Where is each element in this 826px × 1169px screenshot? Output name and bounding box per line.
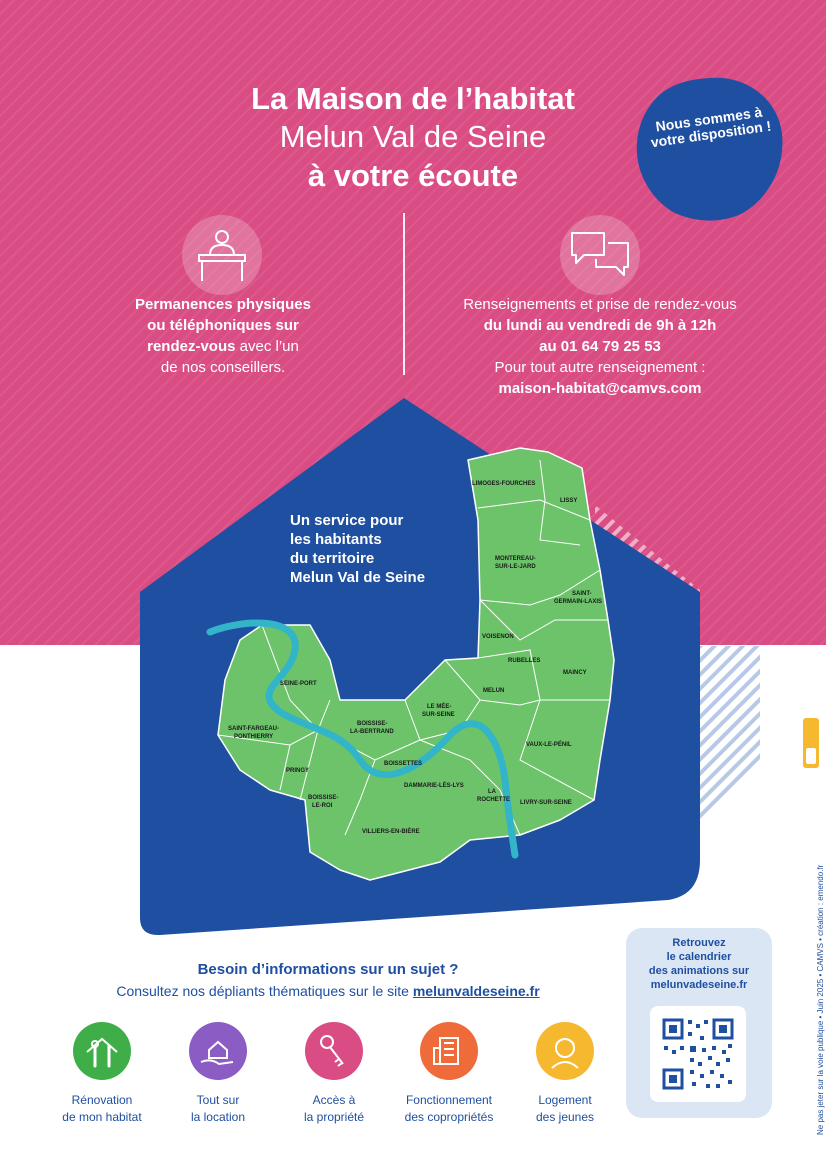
muni-boissise-bertrand-1: BOISSISE- (357, 721, 388, 727)
permanences-line-2: ou téléphoniques sur (147, 317, 299, 334)
muni-boissettes: BOISSETTES (384, 761, 423, 767)
info-section (40, 960, 616, 1002)
site-link[interactable]: melunvaldeseine.fr (412, 983, 540, 999)
service-line-3: du territoire (290, 550, 375, 567)
muni-villiers: VILLIERS-EN-BIÈRE (362, 829, 420, 835)
muni-saint-fargeau-2: PONTHIERRY (234, 734, 274, 740)
muni-boissise-roi-1: BOISSISE- (308, 795, 339, 801)
contact-email[interactable]: maison-habitat@camvs.com (498, 380, 702, 397)
service-line-2: les habitants (290, 531, 382, 548)
footer-vertical-credit: Ne pas jeter sur la voie publique • Juin 2025 • CAMVS • création : emendo.fr (816, 864, 825, 1135)
contact-hours: du lundi au vendredi de 9h à 12h (483, 317, 717, 334)
muni-le-mee-2: SUR-SEINE (422, 712, 455, 718)
title-line-1: La Maison de l’habitat (251, 81, 575, 116)
muni-saint-germain-1: SAINT- (572, 591, 592, 597)
muni-limoges: LIMOGES-FOURCHES (472, 481, 536, 487)
theme-location-label: Tout sur la location (190, 1093, 246, 1124)
muni-la-rochette-2: ROCHETTE (477, 797, 510, 803)
muni-melun: MELUN (483, 688, 505, 694)
theme-renovation[interactable] (42, 1022, 162, 1126)
house-hand-icon (189, 1022, 247, 1080)
muni-saint-fargeau-1: SAINT-FARGEAU- (228, 726, 279, 732)
muni-boissise-bertrand-2: LA-BERTRAND (350, 729, 394, 735)
muni-la-rochette-1: LA (488, 789, 496, 795)
theme-renovation-label: Rénovation de mon habitat (62, 1093, 142, 1124)
calendar-box (626, 928, 772, 1118)
building-icon (420, 1022, 478, 1080)
theme-coproprietes-label: Fonctionnement des copropriétés (404, 1093, 494, 1124)
muni-voisenon: VOISENON (482, 634, 514, 640)
permanences-line-4: de nos conseillers. (160, 359, 286, 376)
theme-location[interactable] (158, 1022, 278, 1126)
muni-vaux: VAUX-LE-PÉNIL (526, 742, 572, 748)
muni-montereau-1: MONTEREAU- (495, 556, 536, 562)
print-label-logo (803, 718, 819, 768)
title-line-2: Melun Val de Seine (279, 119, 547, 154)
theme-propriete[interactable] (274, 1022, 394, 1126)
muni-montereau-2: SUR-LE-JARD (495, 564, 536, 570)
theme-jeunes-label: Logement des jeunes (535, 1093, 595, 1124)
badge-text: Nous sommes à votre disposition ! (649, 103, 773, 151)
young-person-icon (536, 1022, 594, 1080)
renovation-tools-icon (73, 1022, 131, 1080)
contact-phone[interactable]: au 01 64 79 25 53 (539, 338, 661, 355)
info-consult (40, 980, 616, 1002)
theme-jeunes[interactable] (505, 1022, 625, 1126)
info-question: Besoin d’informations sur un sujet ? (197, 961, 459, 978)
calendar-text: Retrouvez le calendrier des animations sur melunvadeseine.fr (648, 937, 750, 991)
muni-pringy: PRINGY (286, 768, 310, 774)
muni-dammarie: DAMMARIE-LÈS-LYS (404, 783, 464, 789)
contact-line-4: Pour tout autre renseignement : (494, 359, 706, 376)
qr-code[interactable] (650, 1006, 746, 1102)
muni-rubelles: RUBELLES (508, 658, 541, 664)
qr-code-icon (650, 1006, 746, 1102)
permanences-line-3: avec l’un (235, 338, 299, 355)
muni-boissise-roi-2: LE-ROI (312, 803, 333, 809)
muni-seine-port: SEINE-PORT (280, 681, 317, 687)
muni-saint-germain-2: GERMAIN-LAXIS (554, 599, 602, 605)
territory-land (218, 448, 614, 880)
permanences-line-1: Permanences physiques (135, 296, 311, 313)
theme-propriete-label: Accès à la propriété (303, 1093, 365, 1124)
key-icon (305, 1022, 363, 1080)
service-line-4: Melun Val de Seine (290, 569, 426, 586)
service-line-1: Un service pour (290, 512, 404, 529)
theme-coproprietes[interactable] (389, 1022, 509, 1126)
muni-le-mee-1: LE MÉE- (427, 704, 452, 710)
permanences-line-3-bold: rendez-vous (147, 338, 236, 355)
muni-maincy: MAINCY (563, 670, 587, 676)
title-line-3: à votre écoute (307, 158, 519, 193)
contact-line-1: Renseignements et prise de rendez-vous (463, 296, 737, 313)
info-consult-text: Consultez nos dépliants thématiques sur le site (116, 983, 413, 999)
muni-livry: LIVRY-SUR-SEINE (520, 800, 572, 806)
muni-lissy: LISSY (560, 498, 578, 504)
